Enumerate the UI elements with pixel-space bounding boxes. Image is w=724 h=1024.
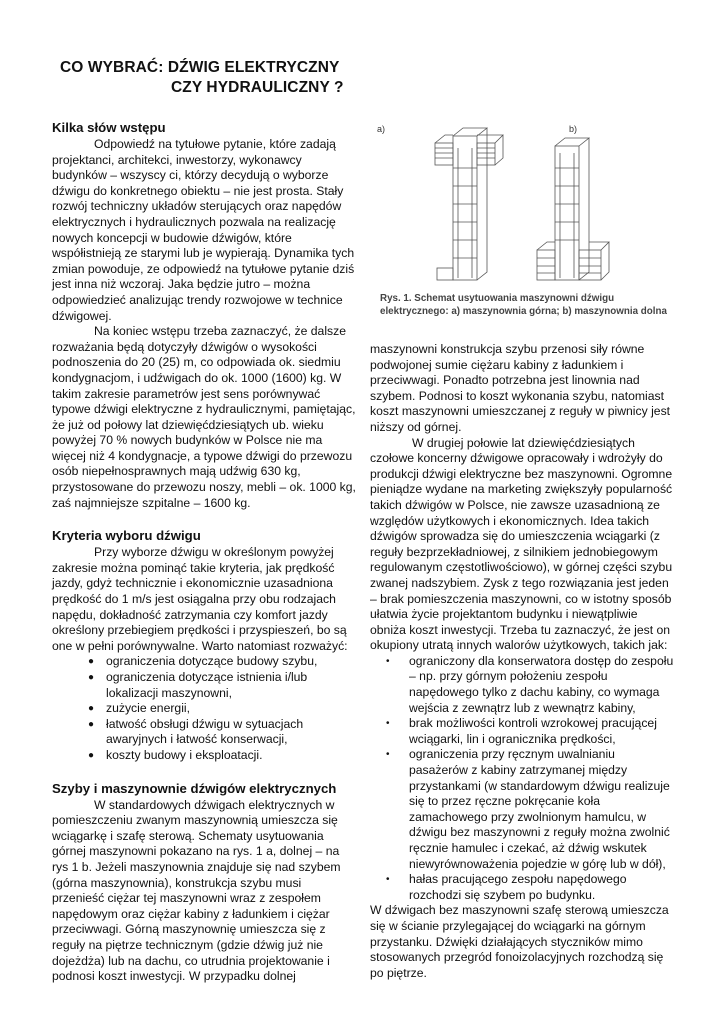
criteria-list [52, 654, 356, 763]
figure-1 [375, 118, 675, 318]
page-title [50, 58, 370, 98]
list-item: ● ograniczenia dotyczące istnienia i/lub lokalizacji maszynowni, [88, 670, 356, 701]
drawbacks-list [370, 654, 674, 904]
intro-paragraph-2: Na koniec wstępu trzeba zaznaczyć, że dalsze rozważania będą dotyczyły dźwigów o wysokości podnoszenia do 20 (25) m, co odpowiada ok. siedmiu kondygnacjom, i udźwigach do ok. 1000 (1600) kg. W takim zakresie parametrów jest sens porównywać typowe dźwigi elektryczne z hydraulicznymi, pamiętając, że już od połowy lat dziewięćdziesiątych ub. wieku powyżej 70 % nowych budynków w Polsce nie ma więcej niż 4 kondygnacje, a typowe dźwigi do przewozu osób niepełnosprawnych mają udźwig 630 kg, przystosowane do przewozu noszy, mebli – ok. 1000 kg, zaś najmniejsze szpitalne – 1600 kg. [52, 324, 356, 510]
left-column [52, 120, 356, 985]
shafts-paragraph-1-cont: maszynowni konstrukcja szybu przenosi siły równe podwojonej sumie ciężaru kabiny z ładunkiem i przeciwwagi. Ponadto potrzebna jest linownia nad szybem. Podnosi to koszt wykonania szybu, natomiast koszt maszynowni umieszczanej z reguły w piwnicy jest niższy od górnej. [370, 342, 671, 434]
intro-paragraph-1: Odpowiedź na tytułowe pytanie, które zadają projektanci, architekci, inwestorzy, wykonawcy budynków – wszyscy ci, którzy decydują o wyborze dźwigu do konkretnego obiektu – nie jest prosta. Stały rozwój techniczny układów sterujących oraz napędów elektrycznych i hydraulicznych pozwala na realizację nowych koncepcji w budowie dźwigów, które współistnieją ze starymi lub je wypierają. Dynamika tych zmian powoduje, ze odpowiedź na tytułowe pytanie dziś jest inna niż wczoraj. Jaka będzie jutro – można odpowiedzieć analizując trendy rozwojowe w technice dźwigowej. [52, 137, 355, 323]
criteria-paragraph: Przy wyborze dźwigu w określonym powyżej zakresie można pominąć takie kryteria, jak prędkość jazdy, gdyż technicznie i ekonomicznie uzasadniona prędkość do 1 m/s jest osiągalna przy obu rodzajach napędu, dokładność zatrzymania czy komfort jazdy określony przebiegiem prędkości i przyspieszeń, bo są one w pełni porównywalne. Warto natomiast rozważyć: [52, 545, 348, 653]
section-heading-shafts: Szyby i maszynownie dźwigów elektrycznych [52, 780, 337, 796]
shafts-paragraph-1: W standardowych dźwigach elektrycznych w pomieszczeniu zwanym maszynownią umieszcza się wciągarkę i szafę sterową. Schematy usytuowania górnej maszynowni pokazano na rys. 1 a, dolnej – na rys 1 b. Jeżeli maszynownia znajduje się nad szybem (górna maszynownia), konstrukcja szybu musi przenieść ciężar tej maszynowni wraz z zespołem napędowym oraz ciężar kabiny z ładunkiem i ciężar przeciwwagi. Górną maszynownię umieszcza się z reguły na piętrze technicznym (gdzie dźwig już nie dojeżdża) lub na dachu, co utrudnia projektowanie i podnosi koszt inwestycji. W przypadku dolnej [52, 797, 341, 984]
list-item: • brak możliwości kontroli wzrokowej pracującej wciągarki, lin i ogranicznika prędkości, [386, 716, 674, 747]
figure-label-b: b) [569, 124, 578, 134]
list-item: ● zużycie energii, [88, 701, 356, 717]
right-column [370, 342, 674, 981]
section-heading-criteria: Kryteria wyboru dźwigu [52, 528, 201, 544]
shafts-paragraph-3: W dźwigach bez maszynowni szafę sterową umieszcza się w ścianie przylegającej do wciągarki na górnym przystanku. Dźwięki działających styczników mimo stosowanych przegród fonoizolacyjnych rozchodzą się po piętrze. [370, 903, 669, 980]
list-item: ● ograniczenia dotyczące budowy szybu, [88, 654, 356, 670]
list-item: • ograniczony dla konserwatora dostęp do zespołu – np. przy górnym położeniu zespołu napędowego tylko z dachu kabiny, co wymaga wejścia z zewnątrz lub z wewnątrz kabiny, [386, 654, 674, 716]
title-line-2: CZY HYDRAULICZNY ? [171, 79, 344, 96]
shafts-paragraph-2: W drugiej połowie lat dziewięćdziesiątych czołowe koncerny dźwigowe opracowały i wdrożyły do produkcji dźwigi elektryczne bez maszynowni. Ogromne pieniądze wydane na marketing zwiększyły popularność takich dźwigów w Polsce, nie zawsze uzasadnioną ze względów użytkowych i ekonomicznych. Idea takich dźwigów sprowadza się do umieszczenia wciągarki (z reguły bezprzekładniowej, z silnikiem jednobiegowym regulowanym częstotliwościowo), w górnej części szybu zwanej nadszybiem. Zysk z tego rozwiązania jest jeden – brak pomieszczenia maszynowni, co w istotny sposób ułatwia życie projektantom budynku i niewątpliwie obniża koszt inwestycji. Trzeba tu zaznaczyć, że jest on okupiony utratą innych walorów użytkowych, takich jak: [370, 435, 673, 653]
list-item: ● koszty budowy i eksploatacji. [88, 748, 356, 764]
list-item: ● łatwość obsługi dźwigu w sytuacjach awaryjnych i łatwość konserwacji, [88, 717, 356, 748]
section-heading-intro: Kilka słów wstępu [52, 120, 166, 135]
list-item: • hałas pracującego zespołu napędowego rozchodzi się szybem po budynku. [386, 872, 674, 903]
title-line-1: CO WYBRAĆ: DŹWIG ELEKTRYCZNY [60, 59, 340, 76]
figure-label-a: a) [377, 124, 386, 134]
elevator-diagram [375, 118, 675, 293]
list-item: • ograniczenia przy ręcznym uwalnianiu pasażerów z kabiny zatrzymanej między przystankami (w standardowym dźwigu realizuje się to przez ręczne pokręcanie koła zamachowego przy zwolnionym hamulcu, w dźwigu bez maszynowni z reguły można zwolnić ręcznie hamulec i czekać, aż dźwig wskutek niewyrównoważenia pojedzie w górę lub w dół), [386, 747, 674, 872]
figure-caption: Rys. 1. Schemat usytuowania maszynowni dźwigu elektrycznego: a) maszynownia górna; b) maszynownia dolna [380, 293, 667, 317]
